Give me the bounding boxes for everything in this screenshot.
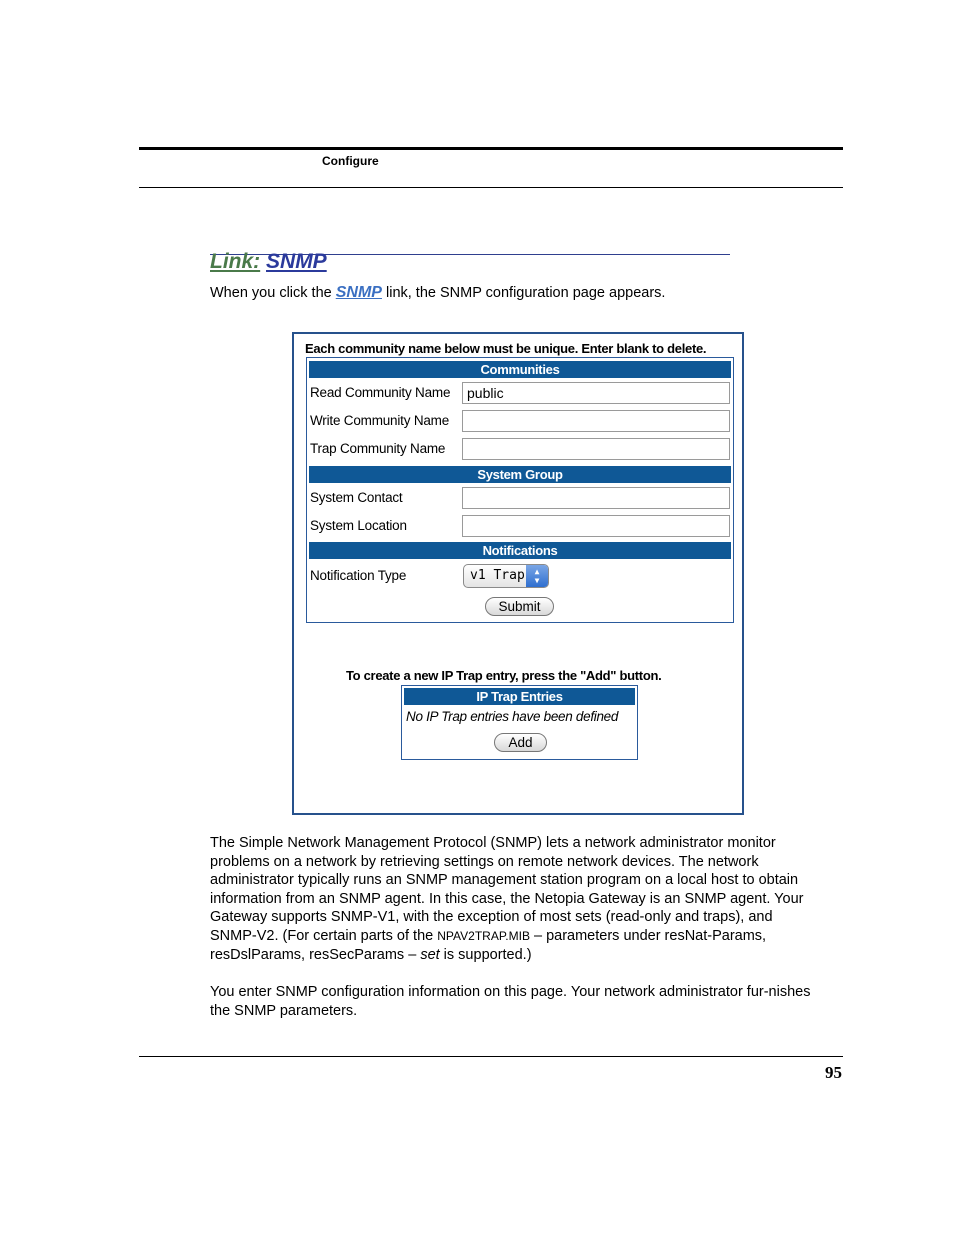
select-arrows-icon: ▲ ▼ bbox=[526, 565, 548, 587]
ip-trap-empty-message: No IP Trap entries have been defined bbox=[406, 709, 619, 724]
trap-community-input[interactable] bbox=[462, 438, 730, 460]
trap-notice: To create a new IP Trap entry, press the "Add" button. bbox=[346, 668, 662, 683]
intro-before: When you click the bbox=[210, 285, 336, 301]
read-community-label: Read Community Name bbox=[310, 385, 451, 400]
snmp-description-paragraph bbox=[210, 834, 822, 964]
p1-text-a: The Simple Network Management Protocol (SNMP) lets a network administrator monitor problems on a network by retrieving settings on remote network devices. The network administrator typically runs an SNMP management station program on a local host to obtain information from an SNMP agent. In this case, the Netopia Gateway is an SNMP agent. Your Gateway supports SNMP-V1, with the exception of most sets (read-only and traps), and SNMP-V2. (For certain parts of the bbox=[210, 835, 804, 944]
notification-type-value: v1 Trap bbox=[470, 568, 525, 583]
header-divider bbox=[139, 187, 843, 188]
footer-divider bbox=[139, 1056, 843, 1057]
communities-header: Communities bbox=[309, 361, 731, 378]
trap-community-label: Trap Community Name bbox=[310, 441, 446, 456]
system-location-label: System Location bbox=[310, 518, 407, 533]
read-community-input[interactable] bbox=[462, 382, 730, 404]
section-heading bbox=[210, 250, 327, 274]
submit-button[interactable]: Submit bbox=[485, 597, 554, 616]
write-community-label: Write Community Name bbox=[310, 413, 450, 428]
notification-type-label: Notification Type bbox=[310, 568, 407, 583]
page-number: 95 bbox=[825, 1063, 842, 1082]
set-term: set bbox=[420, 946, 440, 963]
add-button[interactable]: Add bbox=[494, 733, 547, 752]
heading-name: SNMP bbox=[266, 250, 327, 273]
system-group-header: System Group bbox=[309, 466, 731, 483]
p1-text-b: – parameters under resNat-Params, resDslParams, resSecParams – bbox=[210, 927, 767, 963]
intro-paragraph bbox=[210, 284, 665, 302]
notifications-header: Notifications bbox=[309, 542, 731, 559]
system-contact-label: System Contact bbox=[310, 490, 403, 505]
intro-after: link, the SNMP configuration page appears. bbox=[381, 285, 666, 301]
p1-text-c: is supported.) bbox=[439, 946, 532, 963]
running-header: Configure bbox=[322, 154, 379, 168]
header-rule bbox=[139, 147, 843, 150]
configuration-paragraph: You enter SNMP configuration information on this page. Your network administrator fur-nishes the SNMP parameters. bbox=[210, 984, 811, 1019]
ip-trap-entries-header: IP Trap Entries bbox=[404, 688, 635, 705]
mib-filename: NPAV2TRAP.MIB bbox=[437, 928, 530, 943]
heading-prefix: Link: bbox=[210, 250, 261, 273]
write-community-input[interactable] bbox=[462, 410, 730, 432]
uniqueness-notice: Each community name below must be unique. Enter blank to delete. bbox=[305, 341, 707, 356]
notification-type-select[interactable] bbox=[463, 564, 549, 588]
system-contact-input[interactable] bbox=[462, 487, 730, 509]
system-location-input[interactable] bbox=[462, 515, 730, 537]
snmp-link[interactable]: SNMP bbox=[335, 284, 382, 301]
